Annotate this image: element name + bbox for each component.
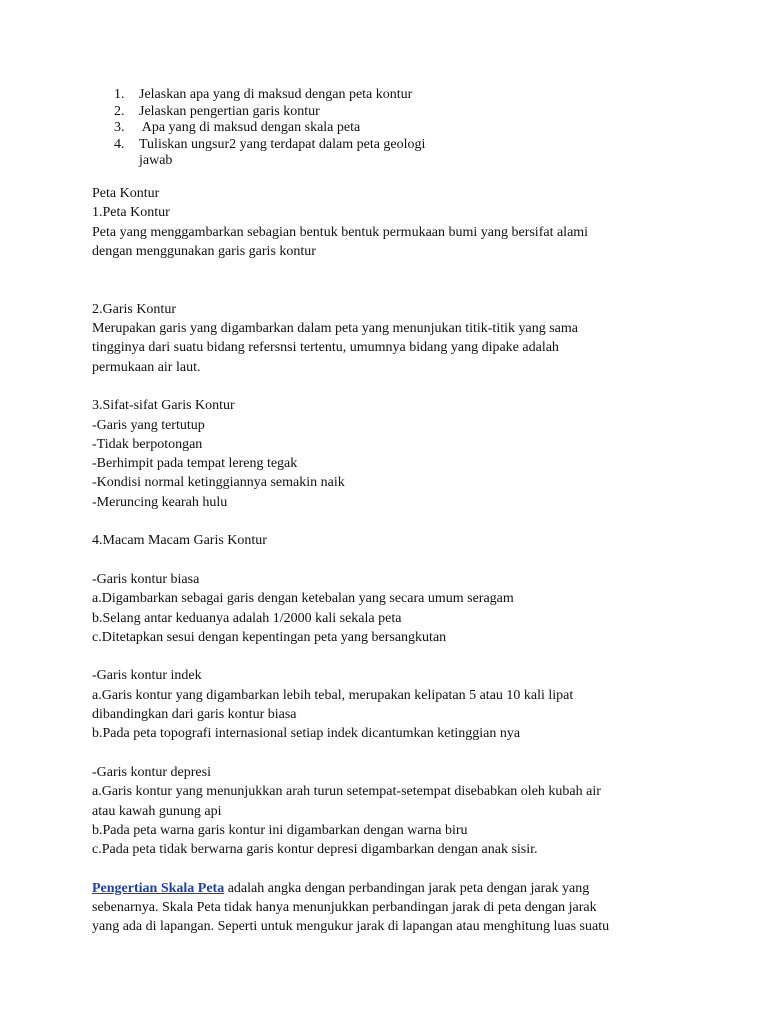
list-item <box>100 104 520 121</box>
paragraph-line: a.Garis kontur yang digambarkan lebih tebal, merupakan kelipatan 5 atau 10 kali lipat <box>92 687 574 703</box>
paragraph-line: atau kawah gunung api <box>92 803 222 819</box>
paragraph-line: tingginya dari suatu bidang refersnsi tertentu, umumnya bidang yang dipake adalah <box>92 340 559 356</box>
section-title: 4.Macam Macam Garis Kontur <box>92 533 267 549</box>
paragraph-line: b.Selang antar keduanya adalah 1/2000 kali sekala peta <box>92 610 402 626</box>
section-title: 1.Peta Kontur <box>92 205 170 221</box>
paragraph-line: Merupakan garis yang digambarkan dalam peta yang menunjukan titik-titik yang sama <box>92 321 578 337</box>
paragraph-line: a.Garis kontur yang menunjukkan arah turun setempat-setempat disebabkan oleh kubah air <box>92 784 601 800</box>
paragraph-line: b.Pada peta warna garis kontur ini digambarkan dengan warna biru <box>92 822 468 838</box>
list-number: 2. <box>114 103 125 119</box>
subsection-title: -Garis kontur biasa <box>92 571 200 587</box>
paragraph-line: dengan menggunakan garis garis kontur <box>92 243 316 259</box>
list-item <box>100 120 520 137</box>
paragraph-line: sebenarnya. Skala Peta tidak hanya menunjukkan perbandingan jarak di peta dengan jarak <box>92 899 597 915</box>
list-text: Jelaskan apa yang di maksud dengan peta kontur <box>139 87 413 102</box>
paragraph-line: a.Digambarkan sebagai garis dengan ketebalan yang secara umum seragam <box>92 591 514 607</box>
blank-line <box>92 647 664 666</box>
list-item: -Kondisi normal ketinggiannya semakin naik <box>92 475 345 491</box>
list-item: -Berhimpit pada tempat lereng tegak <box>92 456 298 472</box>
section-title: 2.Garis Kontur <box>92 301 176 317</box>
list-item: -Tidak berpotongan <box>92 436 203 452</box>
blank-line <box>92 744 664 763</box>
blank-line <box>92 512 664 531</box>
list-continuation: jawab <box>139 153 173 169</box>
paragraph-line: permukaan air laut. <box>92 359 201 375</box>
blank-line <box>92 551 664 570</box>
paragraph-line: dibandingkan dari garis kontur biasa <box>92 707 297 723</box>
paragraph-line <box>92 879 664 898</box>
list-text: Jelaskan pengertian garis kontur <box>139 103 320 119</box>
list-text: Apa yang di maksud dengan skala peta <box>139 120 361 136</box>
blank-line <box>92 261 664 280</box>
list-item <box>100 137 520 170</box>
blank-line <box>92 377 664 396</box>
blank-line <box>92 859 664 878</box>
list-number: 1. <box>114 87 125 102</box>
subsection-title: -Garis kontur indek <box>92 668 202 684</box>
paragraph-line: c.Ditetapkan sesui dengan kepentingan peta yang bersangkutan <box>92 629 447 645</box>
section-heading: Peta Kontur <box>92 186 160 201</box>
paragraph-text: adalah angka dengan perbandingan jarak peta dengan jarak yang <box>224 880 590 896</box>
blank-line <box>92 280 664 299</box>
question-list <box>100 87 520 170</box>
paragraph-line: b.Pada peta topografi internasional setiap indek dicantumkan ketinggian nya <box>92 726 521 742</box>
section-title: 3.Sifat-sifat Garis Kontur <box>92 398 235 414</box>
list-number: 4. <box>114 136 125 152</box>
list-item: -Garis yang tertutup <box>92 417 205 433</box>
paragraph-line: yang ada di lapangan. Seperti untuk mengukur jarak di lapangan atau menghitung luas suatu <box>92 919 610 935</box>
document-body <box>92 184 664 937</box>
list-text: Tuliskan ungsur2 yang terdapat dalam peta geologi <box>139 136 426 152</box>
list-item <box>100 87 520 104</box>
list-item: -Meruncing kearah hulu <box>92 494 228 510</box>
skala-peta-link[interactable]: Pengertian Skala Peta <box>92 880 225 896</box>
paragraph-line: Peta yang menggambarkan sebagian bentuk bentuk permukaan bumi yang bersifat alami <box>92 224 589 240</box>
subsection-title: -Garis kontur depresi <box>92 764 211 780</box>
paragraph-line: c.Pada peta tidak berwarna garis kontur depresi digambarkan dengan anak sisir. <box>92 842 538 858</box>
list-number: 3. <box>114 120 125 136</box>
